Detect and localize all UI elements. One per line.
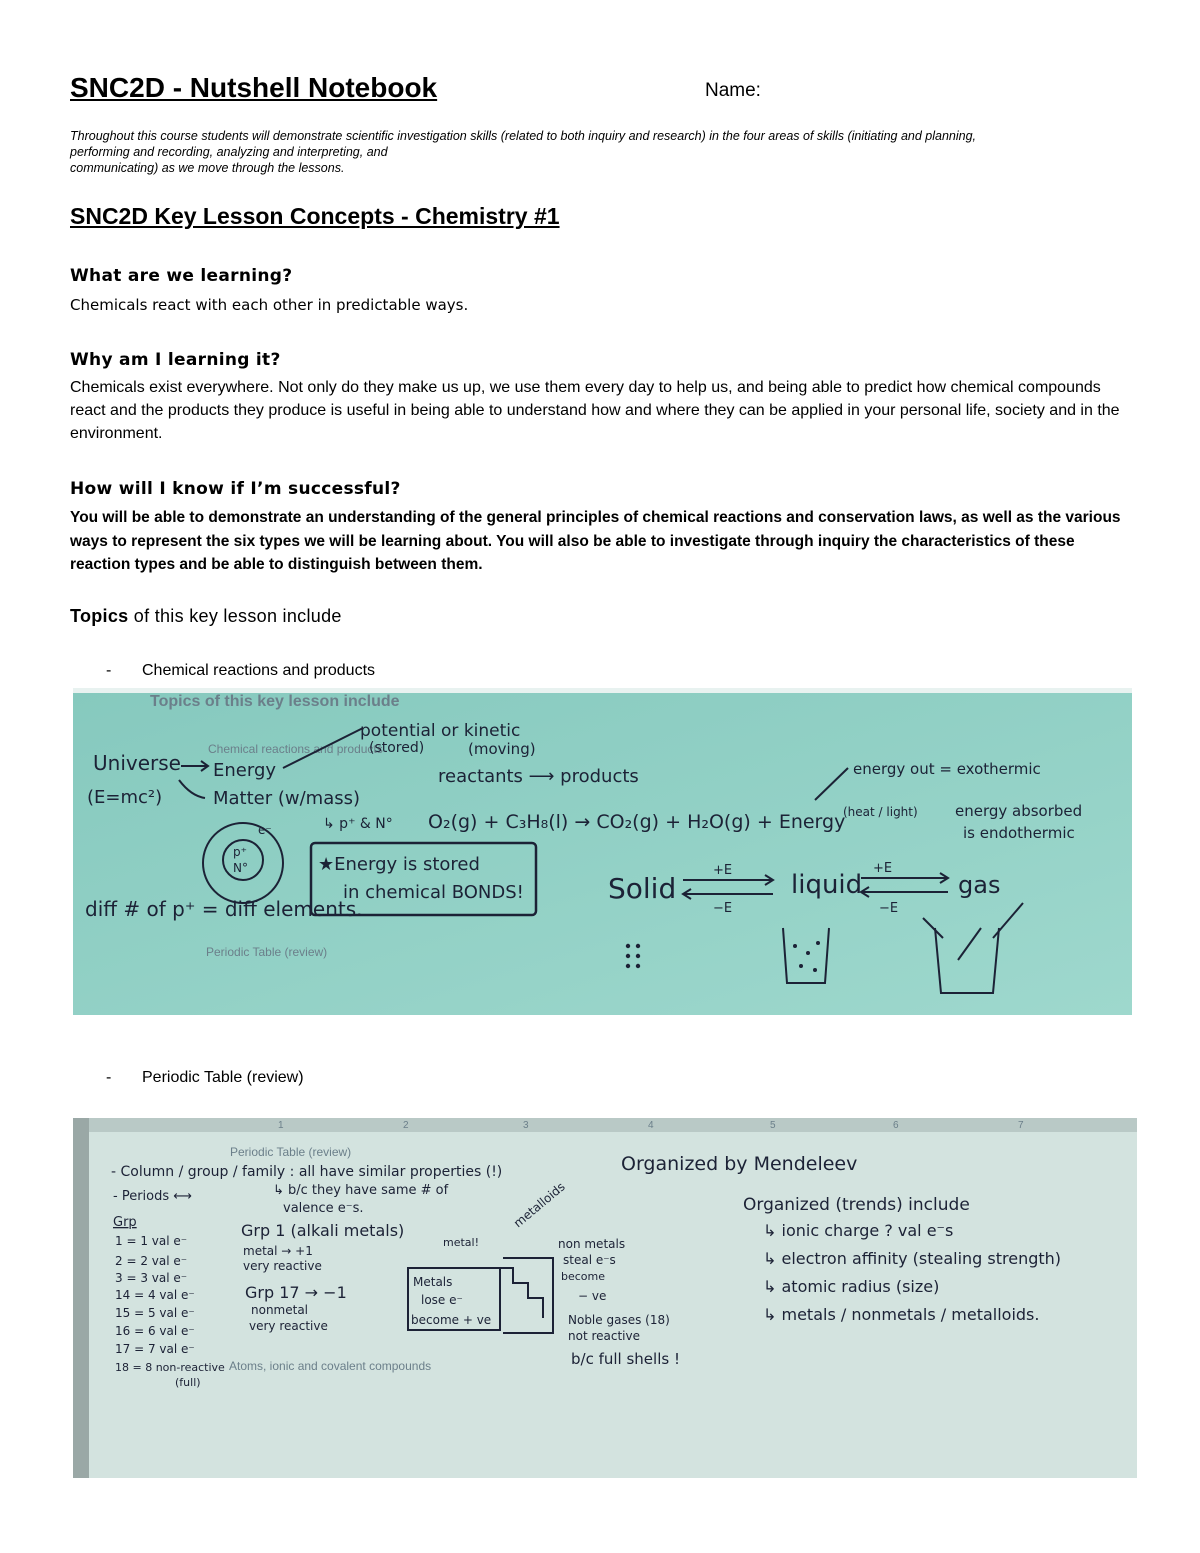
heat-light-text: (heat / light) (843, 805, 918, 819)
pn-text: ↳ p⁺ & N° (323, 816, 393, 832)
energy-out-text: energy out = exothermic (853, 760, 1041, 778)
intro-line-1: Throughout this course students will demonstrate scientific investigation skills (related to both inquiry and research) in the four areas of skills (initiating and planning, (70, 129, 977, 143)
metal-label: metal! (443, 1236, 480, 1249)
group-2: 2 = 2 val e⁻ (115, 1254, 188, 1268)
column-text: - Column / group / family : all have similar properties (!) (111, 1164, 503, 1180)
full-text: (full) (175, 1376, 201, 1389)
ruler-number: 4 (648, 1120, 654, 1131)
nucleus-n: N° (233, 861, 248, 875)
group-14: 14 = 4 val e⁻ (115, 1288, 195, 1302)
trend-ionic-charge: ↳ ionic charge ? val e⁻s (763, 1221, 954, 1240)
metal-plus-one: metal → +1 (243, 1244, 313, 1258)
question-heading-success: How will I know if I’m successful? (70, 479, 401, 499)
topics-heading (70, 606, 342, 627)
lose-text: lose e⁻ (421, 1293, 463, 1307)
whiteboard-drawing (73, 688, 1132, 1015)
negative-text: − ve (578, 1289, 607, 1303)
mendeleev-text: Organized by Mendeleev (621, 1153, 858, 1175)
because-text: ↳ b/c they have same # of (273, 1183, 449, 1198)
group-18: 18 = 8 non-reactive (115, 1361, 225, 1374)
question-body-success: You will be able to demonstrate an understanding of the general principles of chemical reactions and conservation laws, as well as the various ways to represent the six types we will be learning about. You will also be able to investigate through inquiry the characteristics of these reaction types and be able to distinguish between them. (70, 509, 1121, 573)
group-16: 16 = 6 val e⁻ (115, 1324, 195, 1338)
intro-paragraph (70, 128, 1130, 176)
stored-text: (stored) (369, 740, 425, 756)
group-15: 15 = 5 val e⁻ (115, 1306, 195, 1320)
minus-e-2: −E (879, 901, 899, 916)
nonmetals-text: non metals (558, 1237, 626, 1251)
faint-item: Atoms, ionic and covalent compounds (229, 1359, 432, 1373)
topics-rest: of this key lesson include (128, 606, 342, 626)
grp1-heading: Grp 1 (alkali metals) (241, 1221, 405, 1240)
faint-heading: Topics of this key lesson include (150, 693, 400, 710)
metalloids-text: metalloids (510, 1179, 568, 1231)
whiteboard-photo-reactions (73, 688, 1132, 1015)
bullet-text: Chemical reactions and products (142, 662, 376, 679)
nonmetal-text: nonmetal (251, 1303, 309, 1317)
group-3: 3 = 3 val e⁻ (115, 1271, 188, 1285)
section-title: SNC2D Key Lesson Concepts - Chemistry #1 (70, 203, 560, 229)
ruler-number: 3 (523, 1120, 529, 1131)
endothermic-text: is endothermic (963, 824, 1075, 842)
projected-ruler (73, 1118, 1137, 1132)
bonds-line-2: in chemical BONDS! (343, 882, 524, 903)
group-17: 17 = 7 val e⁻ (115, 1342, 195, 1356)
energy-text: Energy (213, 760, 277, 781)
trend-atomic-radius: ↳ atomic radius (size) (763, 1277, 940, 1296)
group-1: 1 = 1 val e⁻ (115, 1234, 188, 1248)
diff-elements-text: diff # of p⁺ = diff elements. (85, 897, 363, 921)
trend-electron-affinity: ↳ electron affinity (stealing strength) (763, 1249, 1062, 1268)
electron-label: e⁻ (258, 823, 272, 837)
name-label: Name: (705, 80, 761, 101)
valence-text: valence e⁻s. (283, 1201, 364, 1216)
intro-line-3: communicating) as we move through the lessons. (70, 161, 345, 175)
moving-text: (moving) (468, 740, 536, 758)
matter-text: Matter (w/mass) (213, 788, 361, 809)
board-frame (73, 1118, 89, 1478)
bullet-text: Periodic Table (review) (142, 1069, 304, 1086)
faint-item-2: Periodic Table (review) (206, 945, 328, 959)
ruler-number: 2 (403, 1120, 409, 1131)
bonds-line-1: ★Energy is stored (318, 854, 480, 875)
emc-text: (E=mc²) (87, 787, 163, 808)
gas-text: gas (958, 871, 1001, 899)
grp17-heading: Grp 17 → −1 (245, 1283, 347, 1302)
ruler-number: 6 (893, 1120, 899, 1131)
trend-metals: ↳ metals / nonmetals / metalloids. (763, 1305, 1040, 1324)
question-heading-why: Why am I learning it? (70, 350, 281, 370)
board-surface (73, 688, 1132, 1015)
minus-e-1: −E (713, 901, 733, 916)
steal-text: steal e⁻s (563, 1253, 616, 1267)
trends-heading: Organized (trends) include (743, 1195, 970, 1215)
equation-text: O₂(g) + C₃H₈(l) → CO₂(g) + H₂O(g) + Energy (428, 811, 846, 833)
grp-heading: Grp (113, 1215, 137, 1230)
solid-text: Solid (608, 872, 677, 905)
not-reactive-text: not reactive (568, 1329, 640, 1343)
bullet-dash: - (106, 1069, 112, 1086)
energy-absorbed-text: energy absorbed (955, 802, 1083, 820)
whiteboard-drawing (73, 1118, 1137, 1478)
become-positive: become + ve (411, 1313, 492, 1327)
reactants-text: reactants ⟶ products (438, 766, 639, 787)
potential-text: potential or kinetic (360, 721, 521, 741)
bullet-dash: - (106, 662, 112, 679)
nucleus-p: p⁺ (233, 845, 247, 859)
faint-item-1: Chemical reactions and products (208, 742, 383, 756)
metals-text: Metals (413, 1275, 453, 1289)
full-shells-text: b/c full shells ! (571, 1350, 680, 1368)
become-text: become (561, 1270, 606, 1283)
plus-e-1: +E (713, 863, 733, 878)
plus-e-2: +E (873, 861, 893, 876)
ruler-number: 7 (1018, 1120, 1024, 1131)
topics-bold: Topics (70, 606, 129, 626)
very-reactive-1: very reactive (243, 1259, 322, 1273)
noble-gases-text: Noble gases (18) (568, 1313, 670, 1327)
faint-heading: Periodic Table (review) (230, 1145, 352, 1159)
ruler-number: 1 (278, 1120, 284, 1131)
universe-text: Universe (93, 751, 181, 775)
ruler-number: 5 (770, 1120, 776, 1131)
periods-text: - Periods ⟷ (113, 1189, 192, 1204)
document-title: SNC2D - Nutshell Notebook (70, 72, 438, 103)
very-reactive-2: very reactive (249, 1319, 328, 1333)
whiteboard-photo-periodic-table (73, 1118, 1137, 1478)
intro-line-2: performing and recording, analyzing and interpreting, and (70, 145, 388, 159)
question-body-what: Chemicals react with each other in predictable ways. (70, 296, 469, 314)
liquid-text: liquid (791, 870, 863, 900)
question-body-why: Chemicals exist everywhere. Not only do they make us up, we use them every day to help us, and being able to predict how chemical compounds react and the products they produce is useful in being able to understand how and where they can be applied in your personal life, society and in the environment. (70, 379, 1120, 442)
question-heading-what: What are we learning? (70, 266, 293, 286)
